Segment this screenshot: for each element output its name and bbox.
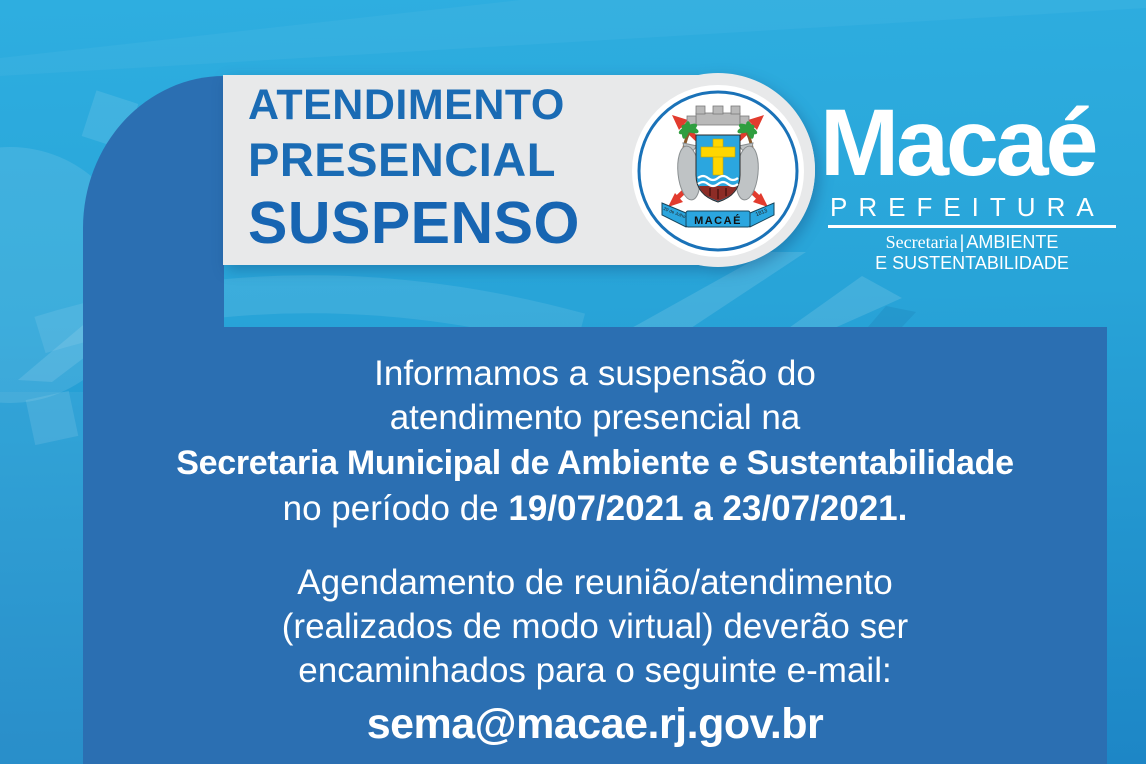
secretariat-name-line2: E SUSTENTABILIDADE	[875, 253, 1069, 273]
message-p1-line1: Informamos a suspensão do	[374, 354, 816, 393]
message-p1-line4	[83, 486, 1107, 532]
ribbon-icon	[662, 203, 774, 227]
seal-ribbon-left-text: 29 de Julho	[662, 205, 687, 220]
seal-ribbon-right-text: 1813	[754, 207, 769, 219]
secretariat-prefix: Secretaria	[885, 232, 958, 252]
secretariat-name-line1: AMBIENTE	[966, 232, 1059, 252]
message-p2-line2: (realizados de modo virtual) deverão ser	[281, 607, 909, 646]
period-prefix: no período de	[282, 489, 509, 528]
wordmark-divider	[828, 225, 1116, 228]
message-p1-line2: atendimento presencial na	[389, 398, 801, 437]
headline-line1: ATENDIMENTO	[248, 81, 565, 129]
message-p2-line3: encaminhados para o seguinte e-mail:	[298, 651, 892, 690]
shield-icon	[696, 135, 740, 202]
secretariat-block	[828, 232, 1116, 274]
seal-ribbon-text: MACAÉ	[694, 215, 742, 227]
announcement-message	[83, 327, 1107, 764]
secretariat-line1	[828, 232, 1116, 253]
headline-line2: PRESENCIAL	[248, 133, 556, 186]
macae-seal	[632, 85, 804, 257]
headline-line3: SUSPENSO	[248, 190, 580, 256]
secretariat-divider-bar: |	[959, 232, 965, 252]
left-light-band	[0, 392, 83, 764]
period-dates: 19/07/2021 a 23/07/2021.	[508, 489, 908, 528]
org-name: PREFEITURA	[830, 192, 1105, 222]
prefeitura-wordmark	[820, 90, 1116, 274]
top-highlight	[0, 0, 1146, 76]
macae-coat-of-arms	[632, 85, 804, 257]
message-p1-line3: Secretaria Municipal de Ambiente e Sustentabilidade	[176, 444, 1014, 482]
headline	[248, 81, 608, 256]
mural-crown-icon	[687, 106, 749, 127]
paragraph-gap	[83, 532, 1107, 561]
contact-email: sema@macae.rj.gov.br	[366, 700, 824, 748]
city-name: Macaé	[820, 90, 1096, 196]
message-p2-line1: Agendamento de reunião/atendimento	[297, 563, 893, 602]
